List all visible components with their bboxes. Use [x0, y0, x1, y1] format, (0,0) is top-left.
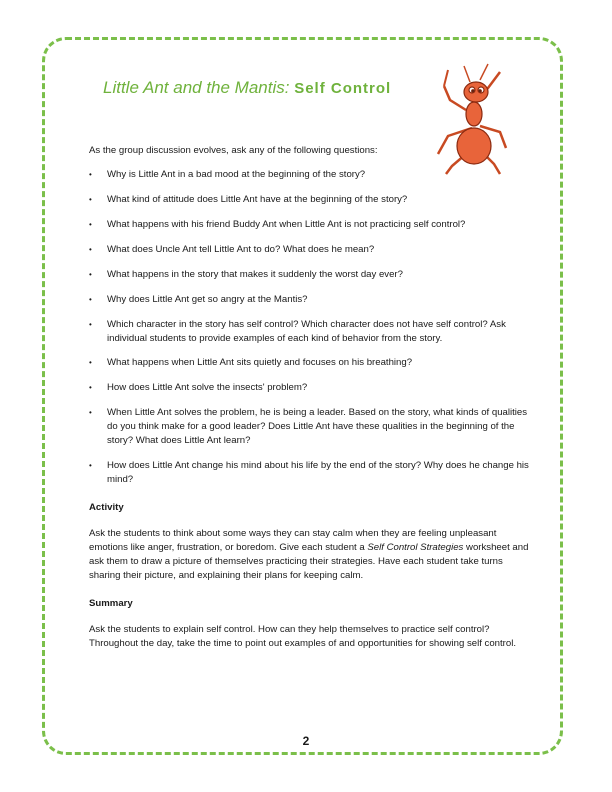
activity-text	[89, 527, 529, 582]
page-content	[89, 144, 529, 651]
page-title	[103, 78, 391, 98]
intro-text: As the group discussion evolves, ask any of the following questions:	[89, 145, 378, 156]
list-item: • Why is Little Ant in a bad mood at the beginning of the story?	[89, 168, 529, 182]
activity-text-part: worksheet and ask them to draw a picture of themselves practicing their strategies. Have each student take turns sharing their picture, and explaining their plans for keeping calm.	[89, 542, 529, 581]
summary-heading: Summary	[89, 597, 133, 609]
summary-text: Ask the students to explain self control. How can they help themselves to practice self control? Throughout the day, take the time to point out examples of and opportunities for showing self control.	[89, 624, 516, 650]
list-item: • What happens when Little Ant sits quietly and focuses on his breathing?	[89, 356, 529, 370]
activity-heading: Activity	[89, 501, 124, 513]
title-highlight: Self Control	[294, 80, 392, 97]
list-item: • How does Little Ant solve the insects' problem?	[89, 381, 529, 395]
question-list	[89, 168, 529, 487]
page-number: 2	[302, 734, 310, 748]
title-main: Little Ant and the Mantis:	[103, 78, 295, 97]
list-item: • What happens in the story that makes it suddenly the worst day ever?	[89, 268, 529, 282]
activity-text-part: Ask the students to think about some ways they can stay calm when they are feeling unpleasant emotions like anger, frustration, or boredom. Give each student a	[89, 528, 497, 554]
list-item: • Which character in the story has self control? Which character does not have self control? Ask individual students to provide examples of each kind of behavior from the story.	[89, 318, 529, 346]
list-item: • Why does Little Ant get so angry at the Mantis?	[89, 293, 529, 307]
list-item: • What kind of attitude does Little Ant have at the beginning of the story?	[89, 193, 529, 207]
list-item: • When Little Ant solves the problem, he is being a leader. Based on the story, what kinds of qualities do you think make for a good leader? Does Little Ant have these qualities in the beginning of the story? What does Little Ant learn?	[89, 406, 529, 447]
list-item: • How does Little Ant change his mind about his life by the end of the story? Why does he change his mind?	[89, 459, 529, 487]
list-item: • What does Uncle Ant tell Little Ant to do? What does he mean?	[89, 243, 529, 257]
worksheet-title: Self Control Strategies	[367, 542, 464, 554]
list-item: • What happens with his friend Buddy Ant when Little Ant is not practicing self control?	[89, 218, 529, 232]
